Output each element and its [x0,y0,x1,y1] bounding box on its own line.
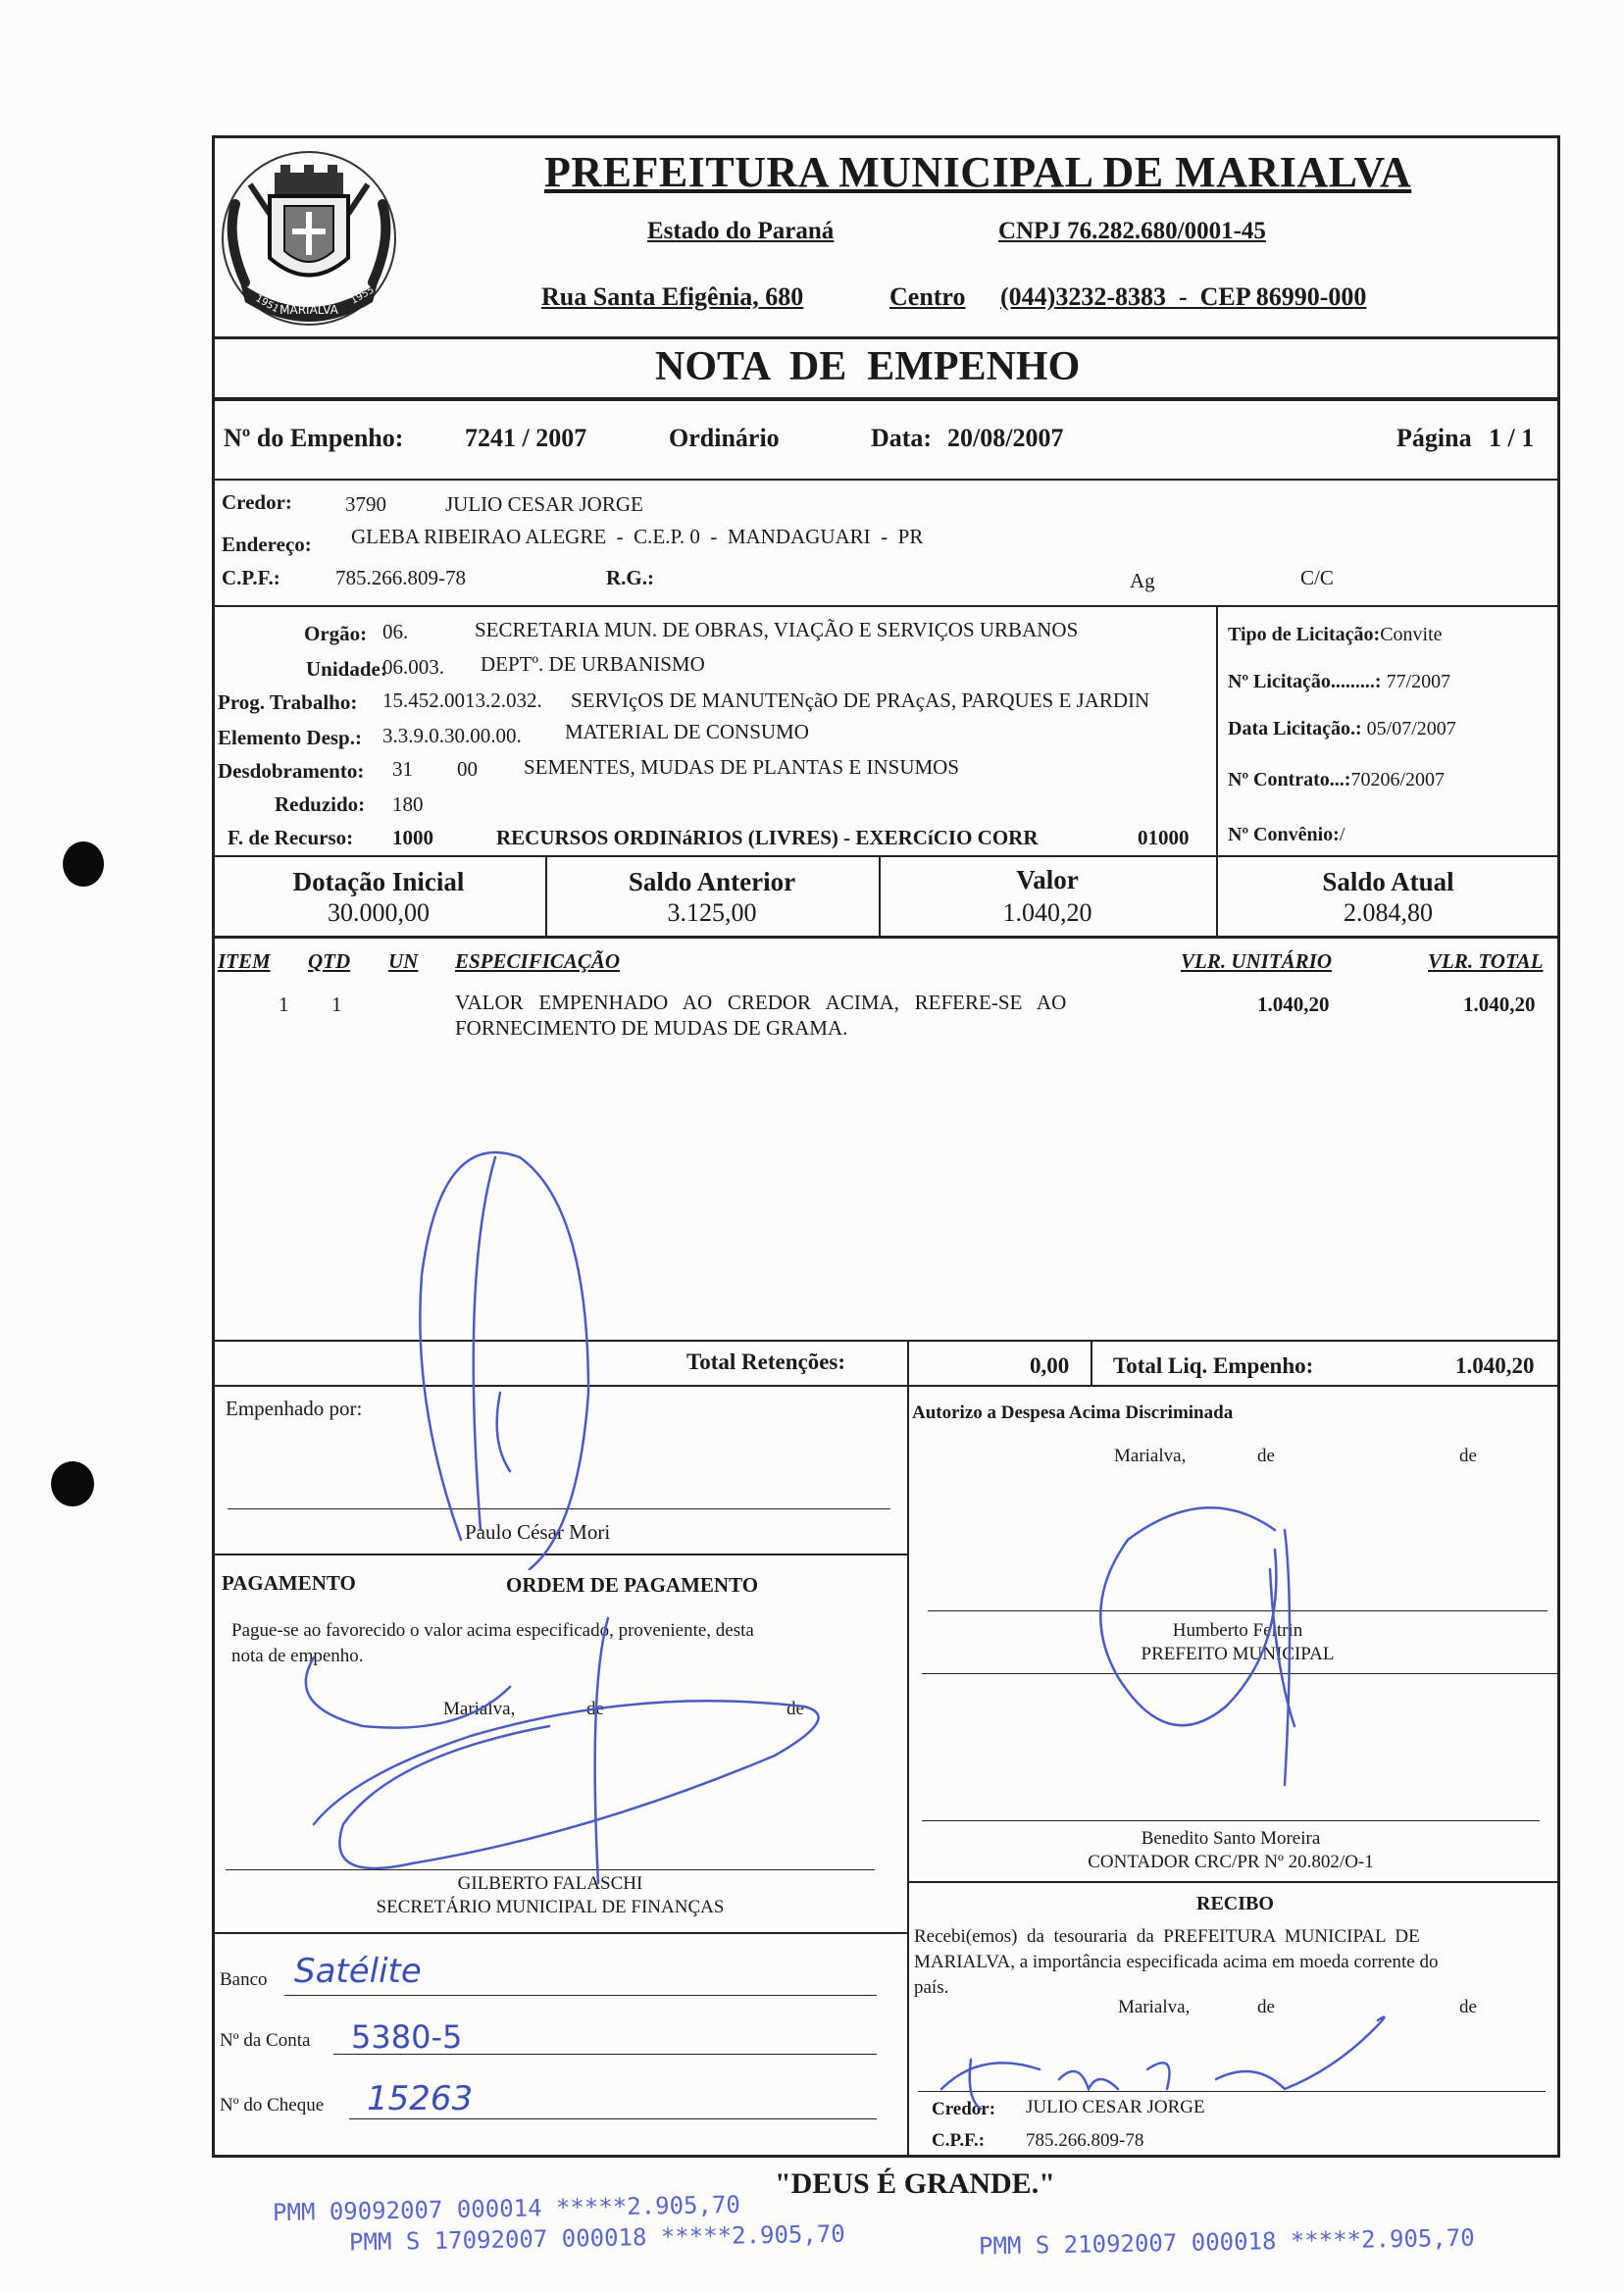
cpf-value: 785.266.809-78 [335,566,466,589]
item-spec-line1: VALOR EMPENHADO AO CREDOR ACIMA, REFERE-SE AO [455,991,1067,1014]
rg-label: R.G.: [606,566,654,589]
tipo-label: Tipo de Licitação: [1228,624,1381,645]
svg-text:MARIALVA: MARIALVA [279,303,338,317]
page-number: 1 / 1 [1489,424,1535,452]
recibo-line2: MARIALVA, a importância especificada acima em moeda corrente do [914,1952,1439,1972]
desdobramento-label: Desdobramento: [218,759,365,783]
motto: "DEUS É GRANDE." [775,2167,1055,2200]
contador-title: CONTADOR CRC/PR Nº 20.802/O-1 [1088,1852,1374,1872]
date-label: Data: [871,424,933,452]
recibo-credor-label: Credor: [932,2099,996,2119]
reduzido-value: 180 [392,792,424,816]
liq-value: 1.040,20 [1455,1353,1535,1378]
saldo-anterior-value: 3.125,00 [667,898,757,927]
valor-value: 1.040,20 [1002,898,1092,927]
reduzido-label: Reduzido: [275,792,366,816]
autorizo-label: Autorizo a Despesa Acima Discriminada [912,1402,1234,1423]
empenho-number: 7241 / 2007 [465,424,587,452]
autorizo-de-2: de [1459,1446,1477,1466]
unidade-label: Unidade: [306,657,387,681]
page-title: PREFEITURA MUNICIPAL DE MARIALVA [544,148,1412,196]
empenho-kind: Ordinário [669,424,780,452]
item-number: 1 [279,993,289,1016]
svg-text:1955: 1955 [349,284,377,307]
state-label: Estado do Paraná [647,218,835,244]
cheque-label: Nº do Cheque [220,2095,325,2115]
recibo-cpf: 785.266.809-78 [1026,2130,1144,2151]
recurso-name: RECURSOS ORDINáRIOS (LIVRES) - EXERCíCIO CORR [496,826,1039,849]
liq-label: Total Liq. Empenho: [1113,1353,1314,1378]
col-un: UN [388,949,419,973]
recurso-label: F. de Recurso: [228,826,354,849]
recibo-de-2: de [1459,1997,1477,2017]
phone-cep-label: (044)3232-8383 - CEP 86990-000 [1000,282,1367,311]
recibo-credor: JULIO CESAR JORGE [1026,2097,1205,2117]
orgao-code: 06. [382,620,409,643]
signature-humberto-feltrin [1100,1507,1294,1785]
payment-city: Marialva, [443,1699,516,1719]
num-label: Nº Licitação.........: [1228,671,1382,692]
payment-text-line1: Pague-se ao favorecido o valor acima especificado, proveniente, desta [231,1620,754,1641]
data-label: Data Licitação.: [1228,718,1362,739]
cheque-handwritten: 15263 [367,2079,474,2118]
empenho-label: Nº do Empenho: [224,424,404,452]
empenhado-name: Paulo César Mori [465,1520,611,1544]
saldo-anterior-label: Saldo Anterior [628,867,796,896]
prog-label: Prog. Trabalho: [218,690,358,714]
payment-de-2: de [787,1699,804,1719]
elemento-code: 3.3.9.0.30.00.00. [382,724,522,747]
col-total: VLR. TOTAL [1428,949,1544,973]
item-total: 1.040,20 [1463,993,1536,1016]
convenio-label-text: Nº Convênio: [1228,824,1340,845]
document-title: NOTA DE EMPENHO [655,344,1081,389]
saldo-atual-value: 2.084,80 [1344,898,1433,927]
saldo-atual-label: Saldo Atual [1322,867,1454,896]
orgao-name: SECRETARIA MUN. DE OBRAS, VIAÇÃO E SERVIÇOS URBANOS [475,618,1079,641]
signature-paulo-mori [420,1152,588,1569]
recibo-de-1: de [1257,1997,1275,2017]
convenio-value: / [1339,824,1345,845]
item-qtd: 1 [331,993,342,1016]
credor-address: GLEBA RIBEIRAO ALEGRE - C.E.P. 0 - MANDAGUARI - PR [351,525,924,548]
orgao-label: Orgão: [304,622,368,645]
unidade-code: 06.003. [382,655,444,679]
contador-name: Benedito Santo Moreira [1141,1828,1321,1849]
unidade-name: DEPTº. DE URBANISMO [481,652,705,676]
payment-de-1: de [586,1699,604,1719]
contrato-value: 70206/2007 [1350,769,1446,790]
secretario-title: SECRETÁRIO MUNICIPAL DE FINANÇAS [376,1897,725,1917]
date-value: 20/08/2007 [947,424,1064,452]
prog-code: 15.452.0013.2.032. [382,688,542,712]
empenhado-label: Empenhado por: [226,1397,363,1420]
payment-text-line2: nota de empenho. [231,1646,364,1666]
district-label: Centro [889,282,966,311]
elemento-label: Elemento Desp.: [218,726,362,749]
recurso-end: 01000 [1138,826,1190,849]
signature-julio-cesar [941,2017,1384,2109]
prefeito-name: Humberto Feltrin [1172,1620,1303,1641]
svg-text:1951: 1951 [253,293,281,316]
item-unit-price: 1.040,20 [1257,993,1330,1016]
pagamento-label: PAGAMENTO [222,1571,356,1595]
recibo-cpf-label: C.P.F.: [932,2130,986,2151]
ag-label: Ag [1130,569,1155,592]
contrato-label-text: Nº Contrato...: [1228,769,1351,790]
conta-label: Nº da Conta [220,2030,311,2051]
data-value: 05/07/2007 [1366,718,1456,739]
secretario-name: GILBERTO FALASCHI [457,1873,643,1894]
col-unit: VLR. UNITÁRIO [1181,949,1333,973]
autorizo-city: Marialva, [1114,1446,1187,1466]
retencoes-value: 0,00 [1030,1353,1070,1378]
recibo-line3: país. [914,1977,949,1998]
cc-label: C/C [1300,566,1334,589]
dotacao-value: 30.000,00 [328,898,430,927]
num-value: 77/2007 [1386,671,1451,692]
recibo-title: RECIBO [1196,1893,1274,1914]
col-qtd: QTD [308,949,351,973]
credor-label: Credor: [222,490,292,514]
col-spec: ESPECIFICAÇÃO [455,949,621,973]
cpf-label: C.P.F.: [222,566,280,589]
desdobramento-code: 31 [392,757,413,781]
retencoes-label: Total Retenções: [686,1350,846,1374]
tipo-value: Convite [1380,624,1443,645]
item-spec-line2: FORNECIMENTO DE MUDAS DE GRAMA. [455,1016,848,1040]
credor-name: JULIO CESAR JORGE [445,492,643,516]
desdobramento-sub: 00 [457,757,478,781]
cnpj-label: CNPJ 76.282.680/0001-45 [998,218,1266,244]
dotacao-label: Dotação Inicial [292,867,465,896]
signature-gilberto-falaschi [306,1618,819,1883]
prog-name: SERVIçOS DE MANUTENçãO DE PRAçAS, PARQUES E JARDIN [571,688,1150,712]
recibo-line1: Recebi(emos) da tesouraria da PREFEITURA MUNICIPAL DE [914,1926,1420,1947]
autorizo-de-1: de [1257,1446,1275,1466]
bank-stamp-3: PMM S 21092007 000018 *****2.905,70 [978,2223,1475,2261]
credor-code: 3790 [345,492,386,516]
bank-stamp-2: PMM S 17092007 000018 *****2.905,70 [348,2219,845,2257]
address-field-label: Endereço: [222,533,312,556]
prefeito-title: PREFEITO MUNICIPAL [1141,1644,1335,1664]
recurso-code: 1000 [392,826,433,849]
banco-label: Banco [220,1969,268,1990]
banco-handwritten: Satélite [294,1952,422,1991]
col-item: ITEM [218,949,271,973]
elemento-name: MATERIAL DE CONSUMO [565,720,809,743]
address-label: Rua Santa Efigênia, 680 [541,282,804,311]
bank-stamp-1: PMM 09092007 000014 *****2.905,70 [272,2190,741,2227]
valor-label: Valor [1016,865,1079,894]
recibo-city: Marialva, [1118,1997,1191,2017]
conta-handwritten: 5380-5 [351,2018,463,2056]
ordem-pagamento-label: ORDEM DE PAGAMENTO [506,1573,759,1597]
page-label: Página [1396,424,1472,452]
desdobramento-name: SEMENTES, MUDAS DE PLANTAS E INSUMOS [524,755,960,779]
